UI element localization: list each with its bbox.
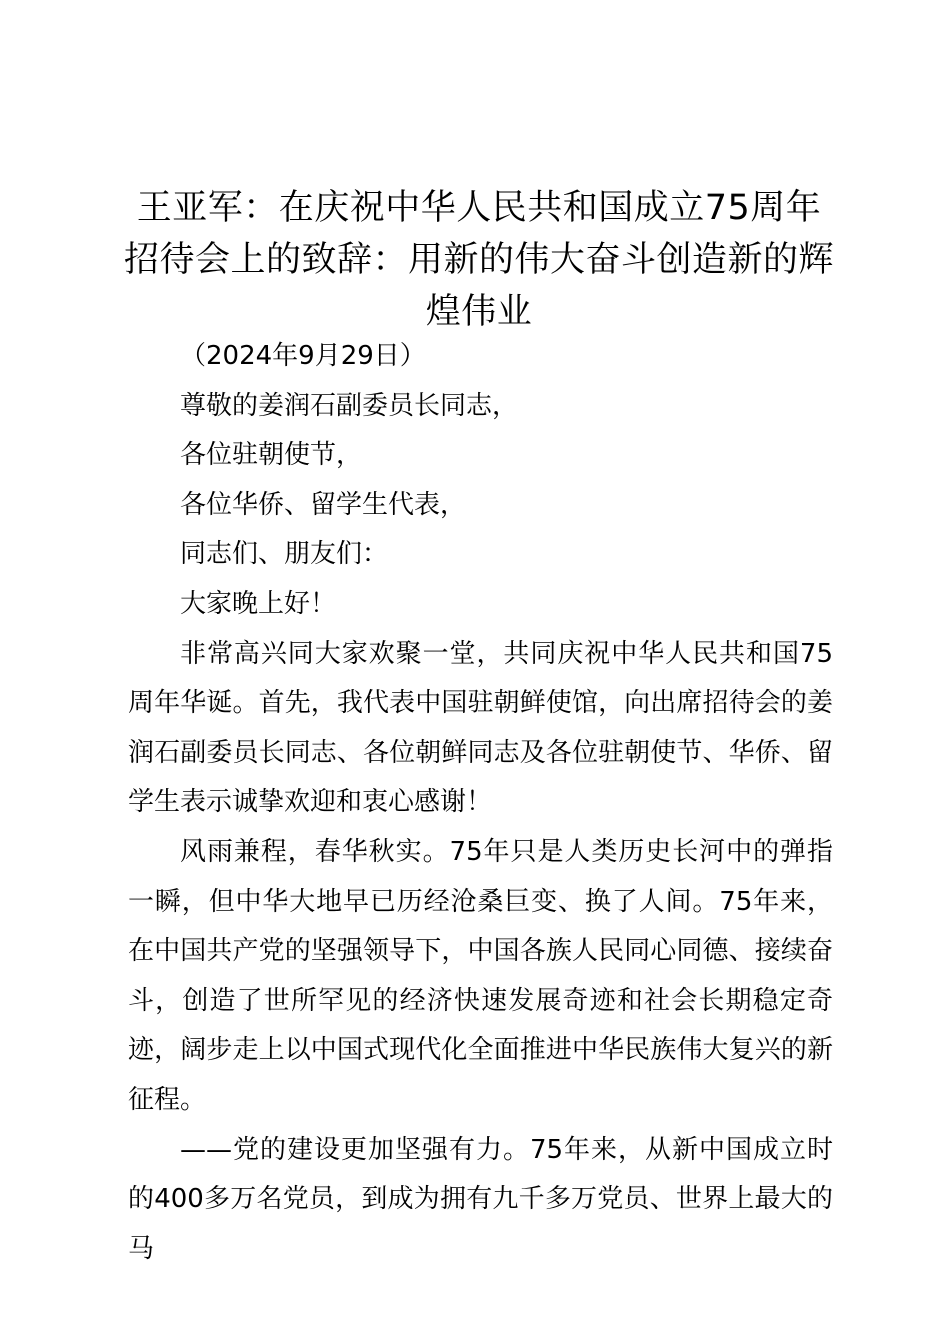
- body-paragraph: ——党的建设更加坚强有力。75年来，从新中国成立时的400多万名党员，到成为拥有九千多万党员、世界上最大的马: [128, 1134, 833, 1264]
- greeting-line: 大家晚上好！: [180, 588, 337, 619]
- salutation-line: 各位驻朝使节，: [180, 440, 363, 471]
- body-paragraph: 非常高兴同大家欢聚一堂，共同庆祝中华人民共和国75周年华诞。首先，我代表中国驻朝鲜使馆，向出席招待会的姜润石副委员长同志、各位朝鲜同志及各位驻朝使节、华侨、留学生表示诚挚欢迎和衷心感谢！: [128, 638, 833, 818]
- document-title: 王亚军：在庆祝中华人民共和国成立75周年招待会上的致辞：用新的伟大奋斗创造新的辉煌伟业: [123, 188, 834, 332]
- salutation-line: 各位华侨、留学生代表，: [180, 489, 467, 520]
- document-date: （2024年9月29日）: [180, 341, 426, 371]
- salutation-line: 同志们、朋友们：: [180, 539, 389, 570]
- salutation-line: 尊敬的姜润石副委员长同志，: [180, 390, 519, 421]
- body-paragraph: 风雨兼程，春华秋实。75年只是人类历史长河中的弹指一瞬，但中华大地早已历经沧桑巨变、换了人间。75年来，在中国共产党的坚强领导下，中国各族人民同心同德、接续奋斗，创造了世所罕见的经济快速发展奇迹和社会长期稳定奇迹，阔步走上以中国式现代化全面推进中华民族伟大复兴的新征程。: [128, 836, 833, 1115]
- document-body: [128, 332, 833, 1274]
